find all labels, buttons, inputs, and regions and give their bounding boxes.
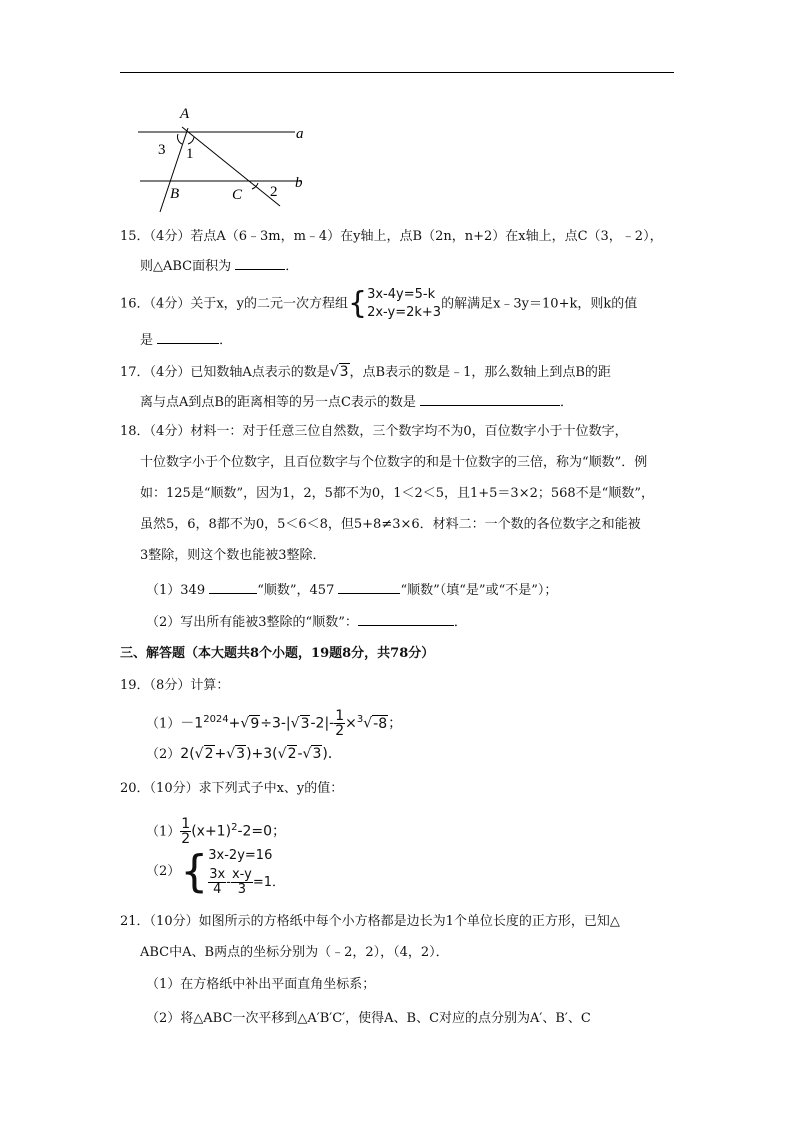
sqrt-icon: √3 [329,364,349,380]
q17-answer-blank[interactable] [420,393,560,406]
q15-line2: 则△ABC面积为 ． [140,259,299,274]
angle-1-arc [188,137,194,144]
q21-line2: ABC中A、B两点的坐标分别为（﹣2，2），（4，2）． [140,945,449,960]
q20-system: 3x-2y=16 $\frac{3x}{4}$ - $\frac{x-y}{3}$ =1． [208,847,285,897]
q18-line2: 十位数字小于个位数字，且百位数字与个位数字的和是十位数字的三倍，称为“顺数”．例 [140,455,648,470]
q18-part1: （1）349 “顺数”，457 “顺数”（填“是”或“不是”）； [146,583,558,598]
q18-blank-349[interactable] [209,581,257,594]
q19-title: 19．（8分）计算： [120,678,230,693]
q16-line2: 是 ． [140,333,233,348]
q16-answer-blank[interactable] [157,331,219,344]
q15-line1: 15．（4分）若点A（6﹣3m，m﹣4）在y轴上，点B（2n，n+2）在x轴上，点C（3，﹣2）， [120,229,663,244]
brace-icon: { [348,286,368,321]
q15-answer-blank[interactable] [235,257,285,270]
q18-line3: 如：125是“顺数”，因为1，2，5都不为0，1＜2＜5，且1+5＝3×2；568不是“顺数”， [140,486,654,501]
label-angle-1: 1 [186,146,194,162]
q20-title: 20．（10分）求下列式子中x、y的值： [120,781,344,796]
q18-line1: 18．（4分）材料一：对于任意三位自然数，三个数字均不为0，百位数字小于十位数字， [120,424,628,439]
label-angle-2: 2 [270,184,278,200]
q19-part1: $(1)-1^{2024}+√9\div 3-|√3-2|-$ $\frac{1}{2}$ ×$^3$√-8； [146,708,403,740]
label-C: C [232,187,243,203]
line-ac [182,127,280,206]
label-b: b [295,175,303,191]
q18-line4: 虽然5，6，8都不为0，5＜6＜8，但5+8≠3×6．材料二：一个数的各位数字之和能被 [140,517,641,532]
q15-text: 则△ABC面积为 [140,259,232,274]
fraction-half: $\frac{1}{2}$ [335,708,345,740]
q18-part2: （2）写出所有能被3整除的“顺数”： ． [146,615,467,630]
q18-line5: 3整除，则这个数也能被3整除． [140,548,326,563]
geometry-figure [130,100,310,215]
q16-line1: 16．（4分）关于x，y的二元一次方程组{ 3x-4y=5-k 2x-y=2k+3 的解满足x﹣3y＝10+k，则k的值 [120,286,638,321]
label-B: B [170,186,180,202]
q20-part1: （1） $\frac{1}{2}$ $(x+1)^2-2=0$； [146,816,287,848]
q17-line2: 离与点A到点B的距离相等的另一点C表示的数是 ． [140,395,574,410]
header-rule [120,72,674,73]
q20-part2: （2）{ 3x-2y=16 $\frac{3x}{4}$ - $\frac{x-y}{3}$ =1． [146,846,285,897]
label-a: a [296,126,304,142]
q21-part2: （2）将△ABC一次平移到△A′B′C′，使得A、B、C对应的点分别为A′、B′、C [146,1011,591,1026]
q18-blank-list[interactable] [358,613,454,626]
angle-3-arc [177,134,182,144]
label-A: A [180,106,190,122]
fraction-half: $\frac{1}{2}$ [181,816,191,848]
q18-blank-457[interactable] [338,581,400,594]
section-3-heading: 三、解答题（本大题共8个小题，19题8分，共78分） [120,646,435,661]
q16-system: 3x-4y=5-k 2x-y=2k+3 [367,287,442,320]
brace-icon: { [180,846,209,897]
q21-line1: 21．（10分）如图所示的方格纸中每个小方格都是边长为1个单位长度的正方形，已知△ [120,914,620,929]
q21-part1: （1）在方格纸中补出平面直角坐标系； [146,977,376,992]
label-angle-3: 3 [158,142,166,158]
q19-part2: （2）2(√2+√3)+3(√2-√3)． [146,746,342,762]
q17-line1: 17．（4分）已知数轴A点表示的数是√3，点B表示的数是﹣1，那么数轴上到点B的距 [120,364,611,380]
